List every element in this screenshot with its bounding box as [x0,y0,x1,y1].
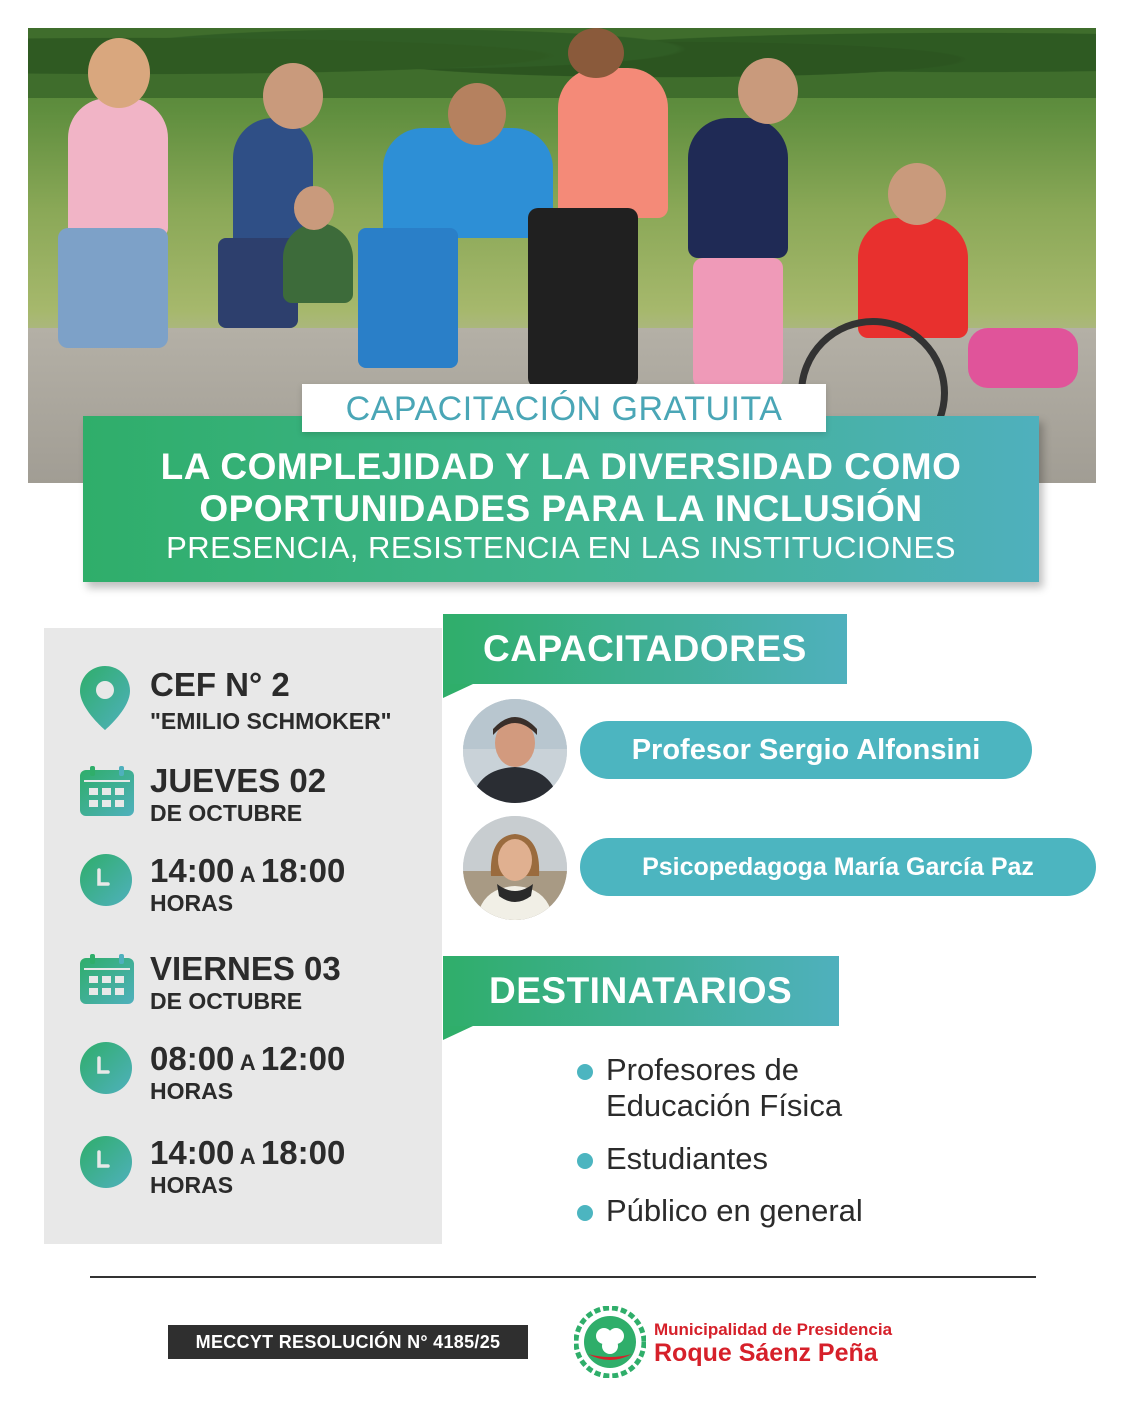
location-prefix: CEF N° [150,666,272,703]
trainer-name-pill: Psicopedagoga María García Paz [580,838,1096,896]
time-block-3 [44,1136,442,1206]
footer-divider [90,1276,1036,1278]
cotton-flower-logo-icon [574,1306,646,1378]
weekday: VIERNES [150,950,305,987]
audience-item-text: Estudiantes [606,1141,768,1176]
trainers-heading: CAPACITADORES [443,614,847,684]
event-info-panel [44,628,442,1244]
child-head [448,83,506,145]
trainer-name-pill: Profesor Sergio Alfonsini [580,721,1032,779]
audience-item [580,1193,863,1229]
end-time: 18:00 [260,852,346,889]
audience-item-text: Público en general [606,1193,863,1228]
time-block-2 [44,1042,442,1112]
audience-heading: DESTINATARIOS [443,956,839,1026]
location-pin-icon [80,666,130,730]
title-banner [83,416,1039,582]
end-time: 12:00 [260,1040,346,1077]
child-figure [68,98,168,238]
child-figure [558,68,668,218]
resolution-badge: MECCYT RESOLUCIÓN N° 4185/25 [168,1325,528,1359]
audience-item [580,1052,842,1124]
audience-line: Educación Física [606,1088,843,1123]
child-figure [968,328,1078,388]
bullet-dot [577,1153,593,1169]
time-1-unit: HORAS [150,890,234,916]
clock-icon [80,854,132,906]
location-block [44,666,442,746]
time-2-range [150,1040,345,1078]
day-number: 02 [289,762,327,799]
municipality-line-1: Municipalidad de Presidencia [654,1320,893,1339]
time-block-1 [44,854,442,924]
title-line-1: LA COMPLEJIDAD Y LA DIVERSIDAD COMO [160,446,962,487]
day-1-month: DE OCTUBRE [150,800,303,826]
date-block-2 [44,950,442,1024]
tree-line [28,28,1096,98]
day-2-month: DE OCTUBRE [150,988,303,1014]
child-figure [358,228,458,368]
child-figure [688,118,788,258]
child-head [263,63,323,129]
time-1-range [150,852,345,890]
time-separator: A [234,1144,261,1169]
audience-item-text [580,1052,842,1124]
trainer-portrait-icon [463,699,567,803]
calendar-icon [80,954,134,1004]
child-head [738,58,798,124]
calendar-icon [80,766,134,816]
trainer-portrait-icon [463,816,567,920]
location-number: 2 [271,666,290,703]
child-head [294,186,334,230]
date-block-1 [44,762,442,836]
audience-line: Profesores de [606,1052,799,1087]
trainer-avatar [463,816,567,920]
child-head [888,163,946,225]
day-2-label [150,950,341,988]
bullet-dot [577,1064,593,1080]
location-name [150,666,290,704]
child-figure [528,208,638,388]
bullet-dot [577,1205,593,1221]
time-3-unit: HORAS [150,1172,234,1198]
start-time: 14:00 [150,1134,235,1171]
start-time: 08:00 [150,1040,235,1077]
free-training-badge: CAPACITACIÓN GRATUITA [302,384,826,432]
child-head [88,38,150,108]
clock-icon [80,1042,132,1094]
end-time: 18:00 [260,1134,346,1171]
clock-icon [80,1136,132,1188]
child-head [568,28,624,78]
municipality-line-2: Roque Sáenz Peña [654,1339,878,1367]
time-separator: A [234,1050,261,1075]
day-number: 03 [304,950,341,987]
child-figure [58,228,168,348]
audience-item [580,1141,768,1177]
day-1-label [150,762,326,800]
weekday: JUEVES [150,762,290,799]
subtitle: PRESENCIA, RESISTENCIA EN LAS INSTITUCIONES [166,530,956,565]
trainer-avatar [463,699,567,803]
time-separator: A [234,862,261,887]
location-detail: "EMILIO SCHMOKER" [150,708,392,734]
child-figure [693,258,783,388]
time-2-unit: HORAS [150,1078,234,1104]
child-figure [283,223,353,303]
time-3-range [150,1134,345,1172]
start-time: 14:00 [150,852,235,889]
title-line-2: OPORTUNIDADES PARA LA INCLUSIÓN [199,488,923,529]
